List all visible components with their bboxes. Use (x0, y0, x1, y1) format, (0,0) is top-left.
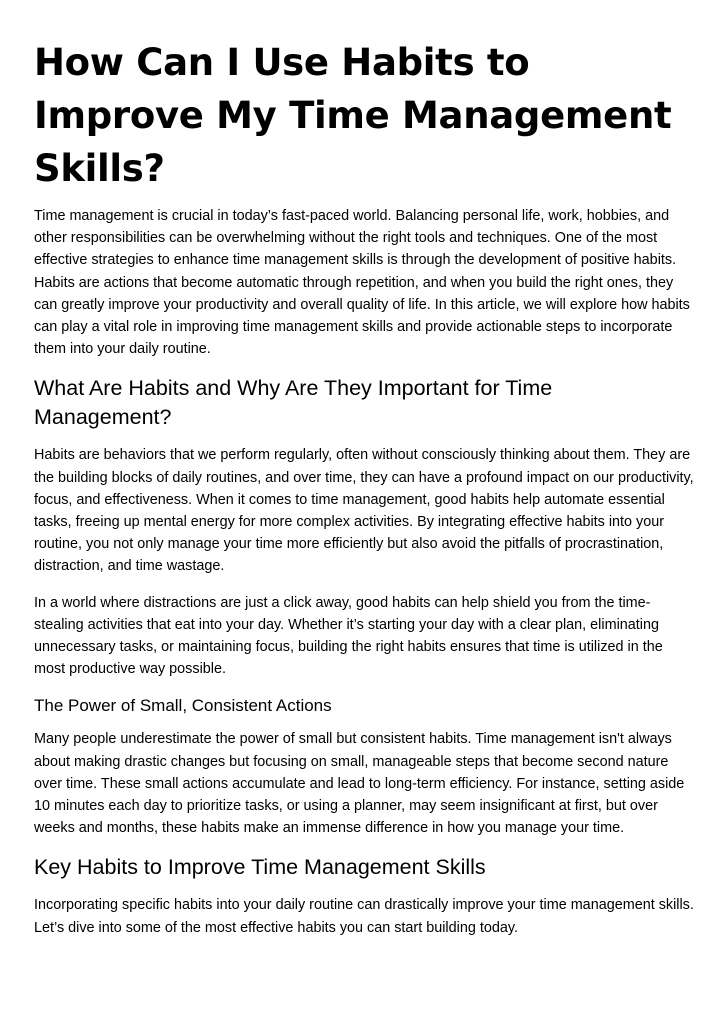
section-heading-habits-importance: What Are Habits and Why Are They Important for Time Management? (34, 376, 553, 430)
section-paragraph: Incorporating specific habits into your daily routine can drastically improve your time management skills. Let’s dive into some of the most effective habits you can start building today. (34, 897, 694, 936)
section-paragraph: Habits are behaviors that we perform regularly, often without consciously thinking about them. They are the building blocks of daily routines, and over time, they can have a profound impact on our productivity, focus, and effectiveness. When it comes to time management, good habits help automate essential tasks, freeing up mental energy for more complex activities. By integrating effective habits into your routine, you not only manage your time more efficiently but also avoid the pitfalls of procrastination, distraction, and time wastage. (34, 447, 694, 575)
subsection-heading-small-actions: The Power of Small, Consistent Actions (34, 696, 332, 716)
section-paragraph: In a world where distractions are just a click away, good habits can help shield you from the time-stealing activities that eat into your day. Whether it’s starting your day with a clear plan, eliminating unnecessary tasks, or maintaining focus, building the right habits ensures that time is utilized in the most productive way possible. (34, 594, 663, 678)
section-paragraph: Many people underestimate the power of small but consistent habits. Time management isn't always about making drastic changes but focusing on small, manageable steps that become second nature over time. These small actions accumulate and lead to long-term efficiency. For instance, setting aside 10 minutes each day to prioritize tasks, or using a planner, may seem insignificant at first, but over weeks and months, these habits make an immense difference in how you manage your time. (34, 731, 685, 837)
section-heading-key-habits: Key Habits to Improve Time Management Skills (34, 855, 486, 880)
article-title: How Can I Use Habits to Improve My Time Management Skills? (34, 41, 672, 190)
article (34, 36, 694, 953)
intro-paragraph: Time management is crucial in today’s fast-paced world. Balancing personal life, work, hobbies, and other responsibilities can be overwhelming without the right tools and techniques. One of the most effective strategies to enhance time management skills is through the development of positive habits. Habits are actions that become automatic through repetition, and when you build the right ones, they can greatly improve your productivity and overall quality of life. In this article, we will explore how habits can play a vital role in improving time management skills and provide actionable steps to incorporate them into your daily routine. (34, 208, 690, 358)
